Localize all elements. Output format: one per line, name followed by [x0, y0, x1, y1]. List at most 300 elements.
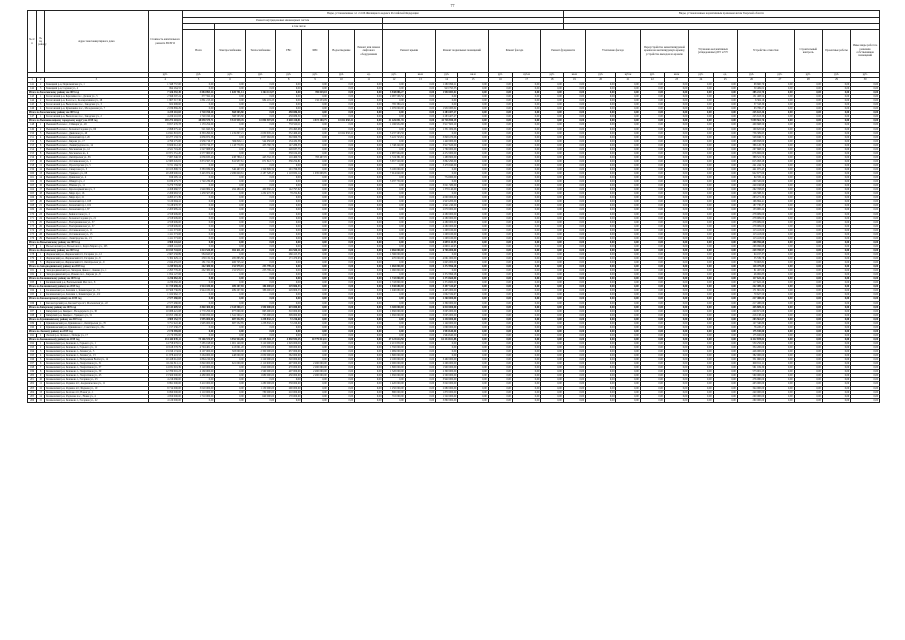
value-cell: 1 680 000,00 [245, 374, 275, 378]
value-cell: 0,00 [458, 216, 488, 220]
value-cell: 344 000,00 [737, 386, 765, 390]
value-cell: 0,00 [383, 333, 405, 337]
value-cell: 0,00 [182, 204, 214, 208]
value-cell: 0,00 [713, 99, 737, 103]
value-cell: 10 022 658,41 [328, 131, 354, 135]
header-unit: куб.м [512, 73, 540, 78]
value-cell: 0,00 [355, 309, 383, 313]
value-cell: 0,00 [616, 83, 640, 87]
value-cell: 0,00 [766, 386, 794, 390]
value-cell: 0,00 [616, 212, 640, 216]
value-cell: 0,00 [640, 127, 664, 131]
value-cell: 0,00 [563, 115, 585, 119]
value-cell: 0,00 [563, 350, 585, 354]
value-cell: 0,00 [640, 155, 664, 159]
row-number: 190 [28, 325, 37, 329]
value-cell: 0,00 [616, 180, 640, 184]
value-cell: 0,00 [512, 216, 540, 220]
value-cell: 290 000,00 [276, 386, 302, 390]
value-cell: 0,00 [713, 350, 737, 354]
value-cell: 262 380,90 [182, 265, 214, 269]
value-cell: 0,00 [328, 386, 354, 390]
address-cell: Бологовский р-н, Выползово пос., Заводская ул., 2 [45, 115, 148, 119]
value-cell: 0,00 [689, 252, 713, 256]
value-cell: 0,00 [640, 333, 664, 337]
value-cell: 0,00 [563, 87, 585, 91]
value-cell: 0,00 [616, 342, 640, 346]
value-cell: 0,00 [276, 398, 302, 402]
value-cell: 0,00 [794, 103, 822, 107]
value-cell: 0,00 [488, 143, 512, 147]
value-cell: 1 590 000,00 [245, 305, 275, 309]
value-cell: 0,00 [713, 277, 737, 281]
value-cell: 0,00 [664, 289, 688, 293]
district-number: 2 [37, 313, 45, 317]
value-cell: 0,00 [616, 87, 640, 91]
value-cell: 0,00 [640, 382, 664, 386]
value-cell: 258 132,54 [182, 257, 214, 261]
value-cell: 0,00 [276, 297, 302, 301]
header-unit: кв.м [563, 73, 585, 78]
value-cell: 0,00 [586, 236, 616, 240]
value-cell: 692 611,28 [215, 248, 245, 252]
value-cell: 0,00 [640, 354, 664, 358]
value-cell: 0,00 [616, 297, 640, 301]
value-cell: 0,00 [822, 192, 850, 196]
value-cell: 0,00 [488, 309, 512, 313]
value-cell: 0,00 [713, 111, 737, 115]
value-cell: 294 480,49 [215, 188, 245, 192]
value-cell: 0,00 [512, 208, 540, 212]
value-cell: 0,00 [713, 240, 737, 244]
value-cell: 4 558 909,00 [148, 220, 182, 224]
value-cell: 0,00 [245, 163, 275, 167]
row-number: 182 [28, 273, 37, 277]
value-cell: 0,00 [276, 329, 302, 333]
value-cell: 0,00 [488, 374, 512, 378]
value-cell: 0,00 [851, 342, 880, 346]
value-cell: 0,00 [182, 103, 214, 107]
value-cell: 0,00 [664, 317, 688, 321]
value-cell: 2 770 250,00 [182, 309, 214, 313]
value-cell: 0,00 [586, 301, 616, 305]
value-cell: 0,00 [541, 184, 563, 188]
value-cell: 943 795,53 [436, 87, 458, 91]
district-number: 4 [37, 107, 45, 111]
value-cell: 441 975,43 [737, 167, 765, 171]
row-number: 185 [28, 293, 37, 297]
value-cell: 81 497,06 [737, 269, 765, 273]
value-cell: 2 680 000,00 [436, 386, 458, 390]
value-cell: 0,00 [822, 317, 850, 321]
district-number: 3 [37, 87, 45, 91]
header-col: Ремонт крыши [383, 30, 436, 73]
value-cell: 0,00 [851, 159, 880, 163]
value-cell: 0,00 [640, 228, 664, 232]
value-cell: 0,00 [586, 244, 616, 248]
value-cell: 0,00 [512, 309, 540, 313]
value-cell: 0,00 [640, 273, 664, 277]
value-cell: 0,00 [664, 329, 688, 333]
value-cell: 0,00 [851, 382, 880, 386]
value-cell: 0,00 [664, 220, 688, 224]
value-cell: 0,00 [586, 382, 616, 386]
value-cell: 0,00 [458, 273, 488, 277]
value-cell: 0,00 [689, 200, 713, 204]
value-cell: 0,00 [616, 143, 640, 147]
value-cell: 0,00 [541, 115, 563, 119]
value-cell: 1 954 127,06 [148, 273, 182, 277]
value-cell: 0,00 [794, 204, 822, 208]
value-cell: 5 497 334,67 [436, 285, 458, 289]
value-cell: 2 596 507,24 [148, 95, 182, 99]
header-col-number: 27 [766, 78, 794, 83]
value-cell: 0,00 [851, 281, 880, 285]
district-number: 4 [37, 354, 45, 358]
value-cell: 0,00 [355, 135, 383, 139]
value-cell: 0,00 [563, 293, 585, 297]
value-cell: 0,00 [664, 394, 688, 398]
value-cell: 0,00 [851, 184, 880, 188]
value-cell: 0,00 [276, 269, 302, 273]
address-cell: Конаковский р-н, Конаково г., Набережная Волги ул., 14 [45, 358, 148, 362]
value-cell: 0,00 [512, 366, 540, 370]
value-cell: 1 488 800,00 [436, 155, 458, 159]
value-cell: 0,00 [405, 228, 435, 232]
value-cell: 0,00 [458, 143, 488, 147]
header-unit: руб. [215, 73, 245, 78]
value-cell: 0,00 [586, 390, 616, 394]
value-cell: 0,00 [355, 244, 383, 248]
header-unit: руб. [541, 73, 563, 78]
value-cell: 0,00 [302, 329, 328, 333]
value-cell: 0,00 [512, 374, 540, 378]
value-cell: 0,00 [794, 115, 822, 119]
value-cell: 48 058 579,71 [182, 119, 214, 123]
value-cell: 31 426 851,35 [383, 119, 405, 123]
value-cell: 152 979,01 [215, 269, 245, 273]
value-cell: 0,00 [713, 382, 737, 386]
value-cell: 0,00 [563, 317, 585, 321]
value-cell: 320 000,00 [276, 358, 302, 362]
value-cell: 0,00 [822, 103, 850, 107]
value-cell: 0,00 [586, 317, 616, 321]
value-cell: 0,00 [245, 248, 275, 252]
value-cell: 0,00 [563, 248, 585, 252]
value-cell: 1 920 000,00 [245, 366, 275, 370]
value-cell: 0,00 [689, 269, 713, 273]
value-cell: 0,00 [512, 398, 540, 402]
value-cell: 0,00 [488, 131, 512, 135]
value-cell: 0,00 [276, 184, 302, 188]
value-cell: 0,00 [302, 309, 328, 313]
value-cell: 0,00 [616, 313, 640, 317]
value-cell: 12 780 001,23 [148, 370, 182, 374]
value-cell: 0,00 [616, 269, 640, 273]
value-cell: 568 503,80 [215, 115, 245, 119]
value-cell: 0,00 [245, 115, 275, 119]
value-cell: 240 000,00 [737, 390, 765, 394]
value-cell: 0,00 [488, 204, 512, 208]
value-cell: 0,00 [458, 269, 488, 273]
value-cell: 0,00 [541, 337, 563, 341]
row-number: 174 [28, 228, 37, 232]
value-cell: 0,00 [766, 366, 794, 370]
value-cell: 4 830 932,25 [276, 337, 302, 341]
row-number: 176 [28, 236, 37, 240]
value-cell: 0,00 [328, 269, 354, 273]
value-cell: 0,00 [355, 212, 383, 216]
value-cell: 0,00 [328, 261, 354, 265]
value-cell: 0,00 [586, 91, 616, 95]
value-cell: 0,00 [822, 91, 850, 95]
value-cell: 0,00 [182, 212, 214, 216]
value-cell: 0,00 [436, 103, 458, 107]
header-col-number: 2 [37, 78, 45, 83]
value-cell: 0,00 [766, 333, 794, 337]
value-cell: 0,00 [794, 321, 822, 325]
value-cell: 0,00 [794, 91, 822, 95]
value-cell: 0,00 [405, 277, 435, 281]
value-cell: 216 138,24 [737, 313, 765, 317]
row-number: 193 [28, 346, 37, 350]
value-cell: 0,00 [302, 252, 328, 256]
value-cell: 126 588,31 [737, 192, 765, 196]
value-cell: 0,00 [355, 382, 383, 386]
header-including: в том числе [215, 24, 383, 30]
value-cell: 0,00 [664, 285, 688, 289]
value-cell: 0,00 [541, 277, 563, 281]
district-number: 20 [37, 200, 45, 204]
value-cell: 0,00 [488, 236, 512, 240]
address-cell: Конаковский р-н, Редкино пгт, Академическая ул., 11 [45, 382, 148, 386]
row-number: 155 [28, 151, 37, 155]
value-cell: 0,00 [302, 313, 328, 317]
value-cell: 0,00 [355, 273, 383, 277]
value-cell: 0,00 [405, 333, 435, 337]
value-cell: 0,00 [541, 333, 563, 337]
value-cell: 0,00 [182, 83, 214, 87]
value-cell: 0,00 [215, 95, 245, 99]
value-cell: 0,00 [328, 374, 354, 378]
header-unit: куб.м [616, 73, 640, 78]
value-cell: 0,00 [215, 151, 245, 155]
address-cell: Весьегонский р-н, Весьегонск г., Карла Маркса ул., 105 [45, 244, 148, 248]
value-cell: 0,00 [215, 398, 245, 402]
value-cell: 0,00 [794, 135, 822, 139]
value-cell: 0,00 [664, 159, 688, 163]
value-cell: 0,00 [488, 354, 512, 358]
value-cell: 0,00 [822, 163, 850, 167]
value-cell: 0,00 [766, 269, 794, 273]
row-number: 203 [28, 386, 37, 390]
value-cell: 0,00 [664, 325, 688, 329]
address-cell: Вышний Волочек г., Южная ул., 11 [45, 184, 148, 188]
value-cell: 8 657 476,78 [148, 123, 182, 127]
value-cell: 0,00 [664, 354, 688, 358]
value-cell: 0,00 [794, 317, 822, 321]
value-cell: 1 650 000,00 [383, 309, 405, 313]
value-cell: 0,00 [664, 378, 688, 382]
value-cell: 0,00 [405, 273, 435, 277]
value-cell: 175 945,00 [737, 329, 765, 333]
value-cell: 0,00 [458, 297, 488, 301]
value-cell: 1 969 000,00 [383, 350, 405, 354]
value-cell: 1 420 000,00 [383, 382, 405, 386]
value-cell: 0,00 [541, 362, 563, 366]
value-cell: 0,00 [794, 119, 822, 123]
header-col-number: 10 [328, 78, 354, 83]
value-cell: 0,00 [586, 159, 616, 163]
value-cell: 0,00 [328, 265, 354, 269]
header-unit: руб. [148, 73, 182, 78]
value-cell: 400 650,22 [245, 188, 275, 192]
header-col-number: 30 [851, 78, 880, 83]
address-cell: Конаковский р-н, Конаково г., Энергетиков ул., 39 [45, 370, 148, 374]
value-cell: 0,00 [355, 248, 383, 252]
value-cell: 0,00 [302, 285, 328, 289]
value-cell: 2 260 000,00 [302, 366, 328, 370]
value-cell: 0,00 [794, 208, 822, 212]
value-cell: 4 480 000,00 [182, 374, 214, 378]
value-cell: 2 100 000,00 [383, 358, 405, 362]
row-number: 206 [28, 398, 37, 402]
value-cell: 0,00 [713, 325, 737, 329]
value-cell: 0,00 [586, 257, 616, 261]
value-cell: 0,00 [563, 232, 585, 236]
value-cell: 0,00 [794, 99, 822, 103]
value-cell: 0,00 [383, 224, 405, 228]
value-cell: 0,00 [215, 107, 245, 111]
value-cell: 0,00 [689, 382, 713, 386]
value-cell: 0,00 [302, 200, 328, 204]
value-cell: 68 660,79 [737, 83, 765, 87]
value-cell: 0,00 [766, 293, 794, 297]
value-cell: 0,00 [664, 224, 688, 228]
value-cell: 0,00 [302, 216, 328, 220]
value-cell: 0,00 [541, 386, 563, 390]
value-cell: 0,00 [245, 277, 275, 281]
value-cell: 0,00 [640, 305, 664, 309]
value-cell: 0,00 [383, 293, 405, 297]
value-cell: 175 945,00 [737, 333, 765, 337]
value-cell: 2 360 000,00 [436, 297, 458, 301]
value-cell: 2 000 000,00 [383, 362, 405, 366]
value-cell: 0,00 [541, 224, 563, 228]
value-cell: 0,00 [822, 329, 850, 333]
value-cell: 225 613,36 [737, 111, 765, 115]
value-cell: 0,00 [488, 208, 512, 212]
value-cell: 266 415,55 [276, 252, 302, 256]
header-group-engineering: Ремонт внутридомовых инженерных систем [182, 18, 382, 24]
value-cell: 0,00 [689, 119, 713, 123]
value-cell: 0,00 [851, 257, 880, 261]
value-cell: 0,00 [488, 99, 512, 103]
value-cell: 0,00 [245, 236, 275, 240]
value-cell: 0,00 [766, 346, 794, 350]
value-cell: 0,00 [405, 309, 435, 313]
value-cell: 0,00 [182, 329, 214, 333]
value-cell: 0,00 [713, 151, 737, 155]
value-cell: 0,00 [488, 155, 512, 159]
value-cell: 0,00 [328, 172, 354, 176]
value-cell: 0,00 [586, 188, 616, 192]
value-cell: 1 238 832,21 [245, 317, 275, 321]
value-cell: 0,00 [302, 196, 328, 200]
value-cell: 0,00 [851, 176, 880, 180]
value-cell: 0,00 [405, 151, 435, 155]
value-cell: 0,00 [794, 362, 822, 366]
value-cell: 1 298 160,00 [436, 228, 458, 232]
value-cell: 0,00 [563, 289, 585, 293]
value-cell: 0,00 [512, 269, 540, 273]
value-cell: 0,00 [328, 184, 354, 188]
value-cell: 0,00 [586, 99, 616, 103]
value-cell: 75 166 574,07 [182, 337, 214, 341]
value-cell: 1 130 000,00 [245, 386, 275, 390]
value-cell: 10 103 898,74 [148, 167, 182, 171]
address-cell: Жарковский р-н, Жарковский пгт, Гагарина ул., 8 [45, 257, 148, 261]
value-cell: 1 411 573,00 [148, 232, 182, 236]
value-cell: 0,00 [689, 261, 713, 265]
value-cell: 1 861 213,20 [182, 99, 214, 103]
value-cell: 0,00 [488, 386, 512, 390]
value-cell: 0,00 [822, 301, 850, 305]
value-cell: 0,00 [215, 273, 245, 277]
value-cell: 4 120 000,00 [148, 398, 182, 402]
value-cell: 0,00 [405, 103, 435, 107]
row-number: 157 [28, 159, 37, 163]
value-cell: 2 923 200,00 [436, 200, 458, 204]
value-cell: 0,00 [512, 281, 540, 285]
value-cell: 0,00 [713, 374, 737, 378]
value-cell: 0,00 [766, 204, 794, 208]
address-cell: Вышний Волочек г., Мира пр-т, 21 [45, 196, 148, 200]
value-cell: 0,00 [215, 216, 245, 220]
value-cell: 0,00 [586, 269, 616, 273]
header-col-number: 15 [458, 78, 488, 83]
value-cell: 0,00 [664, 366, 688, 370]
value-cell: 0,00 [328, 313, 354, 317]
value-cell: 0,00 [766, 180, 794, 184]
value-cell: 0,00 [586, 252, 616, 256]
value-cell: 2 110 000,00 [182, 390, 214, 394]
address-cell: Бологовский р-н, Выползово пос., Заводская ул., 3 [45, 103, 148, 107]
value-cell: 0,00 [766, 309, 794, 313]
value-cell: 0,00 [355, 354, 383, 358]
value-cell: 0,00 [383, 236, 405, 240]
value-cell: 0,00 [488, 119, 512, 123]
value-cell: 0,00 [512, 350, 540, 354]
value-cell: 0,00 [640, 196, 664, 200]
value-cell: 8 714 000,00 [148, 386, 182, 390]
value-cell: 0,00 [713, 163, 737, 167]
value-cell: 4 699 144,95 [436, 240, 458, 244]
value-cell: 0,00 [822, 99, 850, 103]
value-cell: 0,00 [383, 99, 405, 103]
header-col-number: 18 [541, 78, 563, 83]
value-cell: 0,00 [713, 236, 737, 240]
value-cell: 0,00 [215, 103, 245, 107]
value-cell: 0,00 [713, 216, 737, 220]
header-address: Адрес многоквартирного дома [45, 11, 148, 73]
header-col-number: 20 [586, 78, 616, 83]
value-cell: 0,00 [302, 273, 328, 277]
value-cell: 0,00 [664, 321, 688, 325]
value-cell: 0,00 [766, 342, 794, 346]
value-cell: 0,00 [355, 111, 383, 115]
value-cell: 0,00 [541, 350, 563, 354]
